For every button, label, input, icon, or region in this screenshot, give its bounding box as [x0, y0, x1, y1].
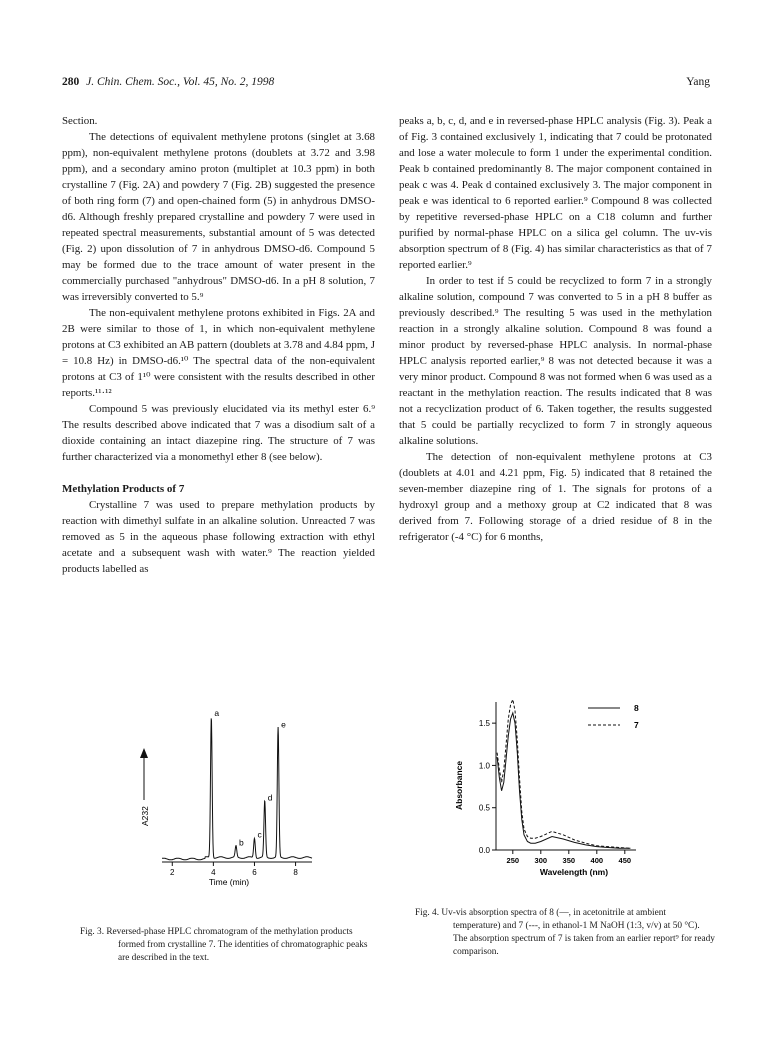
absorption-spectrum-plot: [448, 690, 688, 890]
caption-label: Fig. 3.: [80, 927, 105, 937]
x-tick-label: 450: [618, 856, 632, 865]
x-tick-label: 2: [170, 868, 175, 877]
x-axis-title: Wavelength (nm): [539, 867, 609, 877]
x-axis-title: Time (min): [208, 877, 250, 887]
journal-citation: J. Chin. Chem. Soc., Vol. 45, No. 2, 1998: [86, 76, 275, 88]
x-tick-label: 8: [293, 868, 298, 877]
y-axis-arrowhead: [140, 748, 148, 758]
chromatogram-trace: [162, 718, 312, 859]
peak-label: b: [238, 837, 244, 848]
x-tick-label: 6: [252, 868, 257, 877]
paragraph: Section.: [62, 115, 98, 127]
legend-label: 8: [634, 703, 639, 713]
running-header: [62, 76, 710, 92]
caption-text: Uv-vis absorption spectra of 8 (—, in acetonitrile at ambient temperature) and 7 (---, in ethanol-1 M NaOH (1:3, v/v) at 50 °C). The absorption spectrum of 7 is taken from an earlier report⁹ for ready comparison.: [441, 908, 715, 957]
section-heading: Methylation Products of 7: [62, 483, 185, 495]
series-line-7: [497, 700, 630, 849]
peak-label: a: [214, 710, 220, 718]
peak-label: e: [281, 719, 286, 730]
page-number: 280: [62, 76, 80, 88]
y-tick-label: 1.5: [478, 719, 490, 729]
left-column: [62, 113, 375, 577]
caption-text: Reversed-phase HPLC chromatogram of the methylation products formed from crystalline 7. The identities of chromatographic peaks are described in the text.: [106, 927, 368, 963]
paragraph: The non-equivalent methylene protons exhibited in Figs. 2A and 2B were similar to those of 1, in which non-equivalent methylene protons at C3 exhibited an AB pattern (doublets at 3.78 and 4.84 ppm, J = 10.8 Hz) in DMSO-d6.¹⁰ The spectral data of the non-equivalent protons at C3 of 1¹⁰ were consistent with the results described in other reports.¹¹·¹²: [62, 307, 375, 399]
y-tick-label: 1.0: [478, 761, 490, 771]
right-column: [399, 113, 712, 545]
y-tick-label: 0.5: [478, 803, 490, 813]
paragraph: The detection of non-equivalent methylene protons at C3 (doublets at 4.01 and 4.21 ppm, Fig. 5) indicated that 8 retained the seven-member diazepine ring of 1. The signals for protons of a hydroxyl group and a methoxy group at C2 indicated that 8 was derived from 7. Following storage of a dried residue of 8 in the refrigerator (-4 °C) for 6 months,: [399, 451, 712, 543]
y-tick-label: 0.0: [478, 846, 490, 855]
y-axis-title: A232: [140, 806, 150, 826]
x-tick-label: 350: [562, 856, 576, 865]
paragraph: Compound 5 was previously elucidated via its methyl ester 6.⁹ The results described above indicated that 7 was a disodium salt of a dioxide containing an intact diazepine ring. The structure of 7 was further characterized via a monomethyl ether 8 (see below).: [62, 403, 375, 463]
legend-label: 7: [634, 720, 639, 730]
peak-label: c: [257, 829, 262, 840]
paragraph: Crystalline 7 was used to prepare methylation products by reaction with dimethyl sulfate in an alkaline solution. Unreacted 7 was removed as 5 in the aqueous phase following extraction with ethyl acetate and a subsequent wash with water.⁹ The reaction yielded products labelled as: [62, 499, 375, 575]
figure-3-caption: [80, 926, 370, 965]
author-name: Yang: [686, 76, 710, 88]
figure-4-spectrum: [448, 690, 688, 890]
x-tick-label: 400: [590, 856, 604, 865]
x-tick-label: 4: [211, 868, 216, 877]
paragraph: peaks a, b, c, d, and e in reversed-phase HPLC analysis (Fig. 3). Peak a of Fig. 3 contained exclusively 1, indicating that 7 could be protonated and lose a water molecule to form 1 under the experimental condition. Peak b contained predominantly 8. The major component contained in peak c was 4. Peak d contained exclusively 3. The major component in peak e was identical to 6 reported earlier.⁹ Compound 8 was collected by repetitive reversed-phase HPLC on a C18 column and further purified by normal-phase HPLC on a silica gel column. The uv-vis absorption spectrum of 8 (Fig. 4) has similar characteristics as that of 7 reported earlier.⁹: [399, 115, 712, 271]
peak-label: d: [267, 792, 273, 803]
x-tick-label: 300: [534, 856, 548, 865]
paragraph: In order to test if 5 could be recyclized to form 7 in a strongly alkaline solution, compound 7 was converted to 5 in a pH 8 buffer as previously described.⁹ The resulting 5 was used in the methylation reaction in a strongly alkaline solution. Compound 8 was found a minor product by reversed-phase HPLC analysis. In normal-phase HPLC analysis reported earlier,⁹ 8 was not detected because it was a very minor product. Compound 8 was not formed when 6 was used as a reactant in the methylation reaction. The results indicated that 8 was not a recyclization product of 6. Taken together, the results suggested that 5 could be partially recyclized to form 7 in strongly aqueous alkaline solutions.: [399, 275, 712, 447]
caption-label: Fig. 4.: [415, 908, 440, 918]
paragraph: The detections of equivalent methylene protons (singlet at 3.68 ppm), non-equivalent methylene protons (doublets at 3.72 and 3.98 ppm), and a secondary amino proton (multiplet at 10.3 ppm) in both crystalline 7 (Fig. 2A) and powdery 7 (Fig. 2B) suggested the presence of both ring form (7) and open-chained form (5) in anhydrous DMSO-d6. Although freshly prepared crystalline and powdery 7 were used in repeated spectral measurements, substantial amount of 5 was detected (Fig. 2) upon dissolution of 7 in anhydrous DMSO-d6. Compound 5 may be formed due to the trace amount of water present in the commercially purchased "anhydrous" DMSO-d6. In a pH 8 solution, 7 was irreversibly converted to 5.⁹: [62, 131, 375, 303]
x-tick-label: 250: [506, 856, 520, 865]
figure-4-caption: [415, 907, 715, 959]
chromatogram-plot: [140, 710, 320, 895]
y-axis-title: Absorbance: [454, 760, 464, 810]
figure-3-chromatogram: [140, 710, 320, 895]
